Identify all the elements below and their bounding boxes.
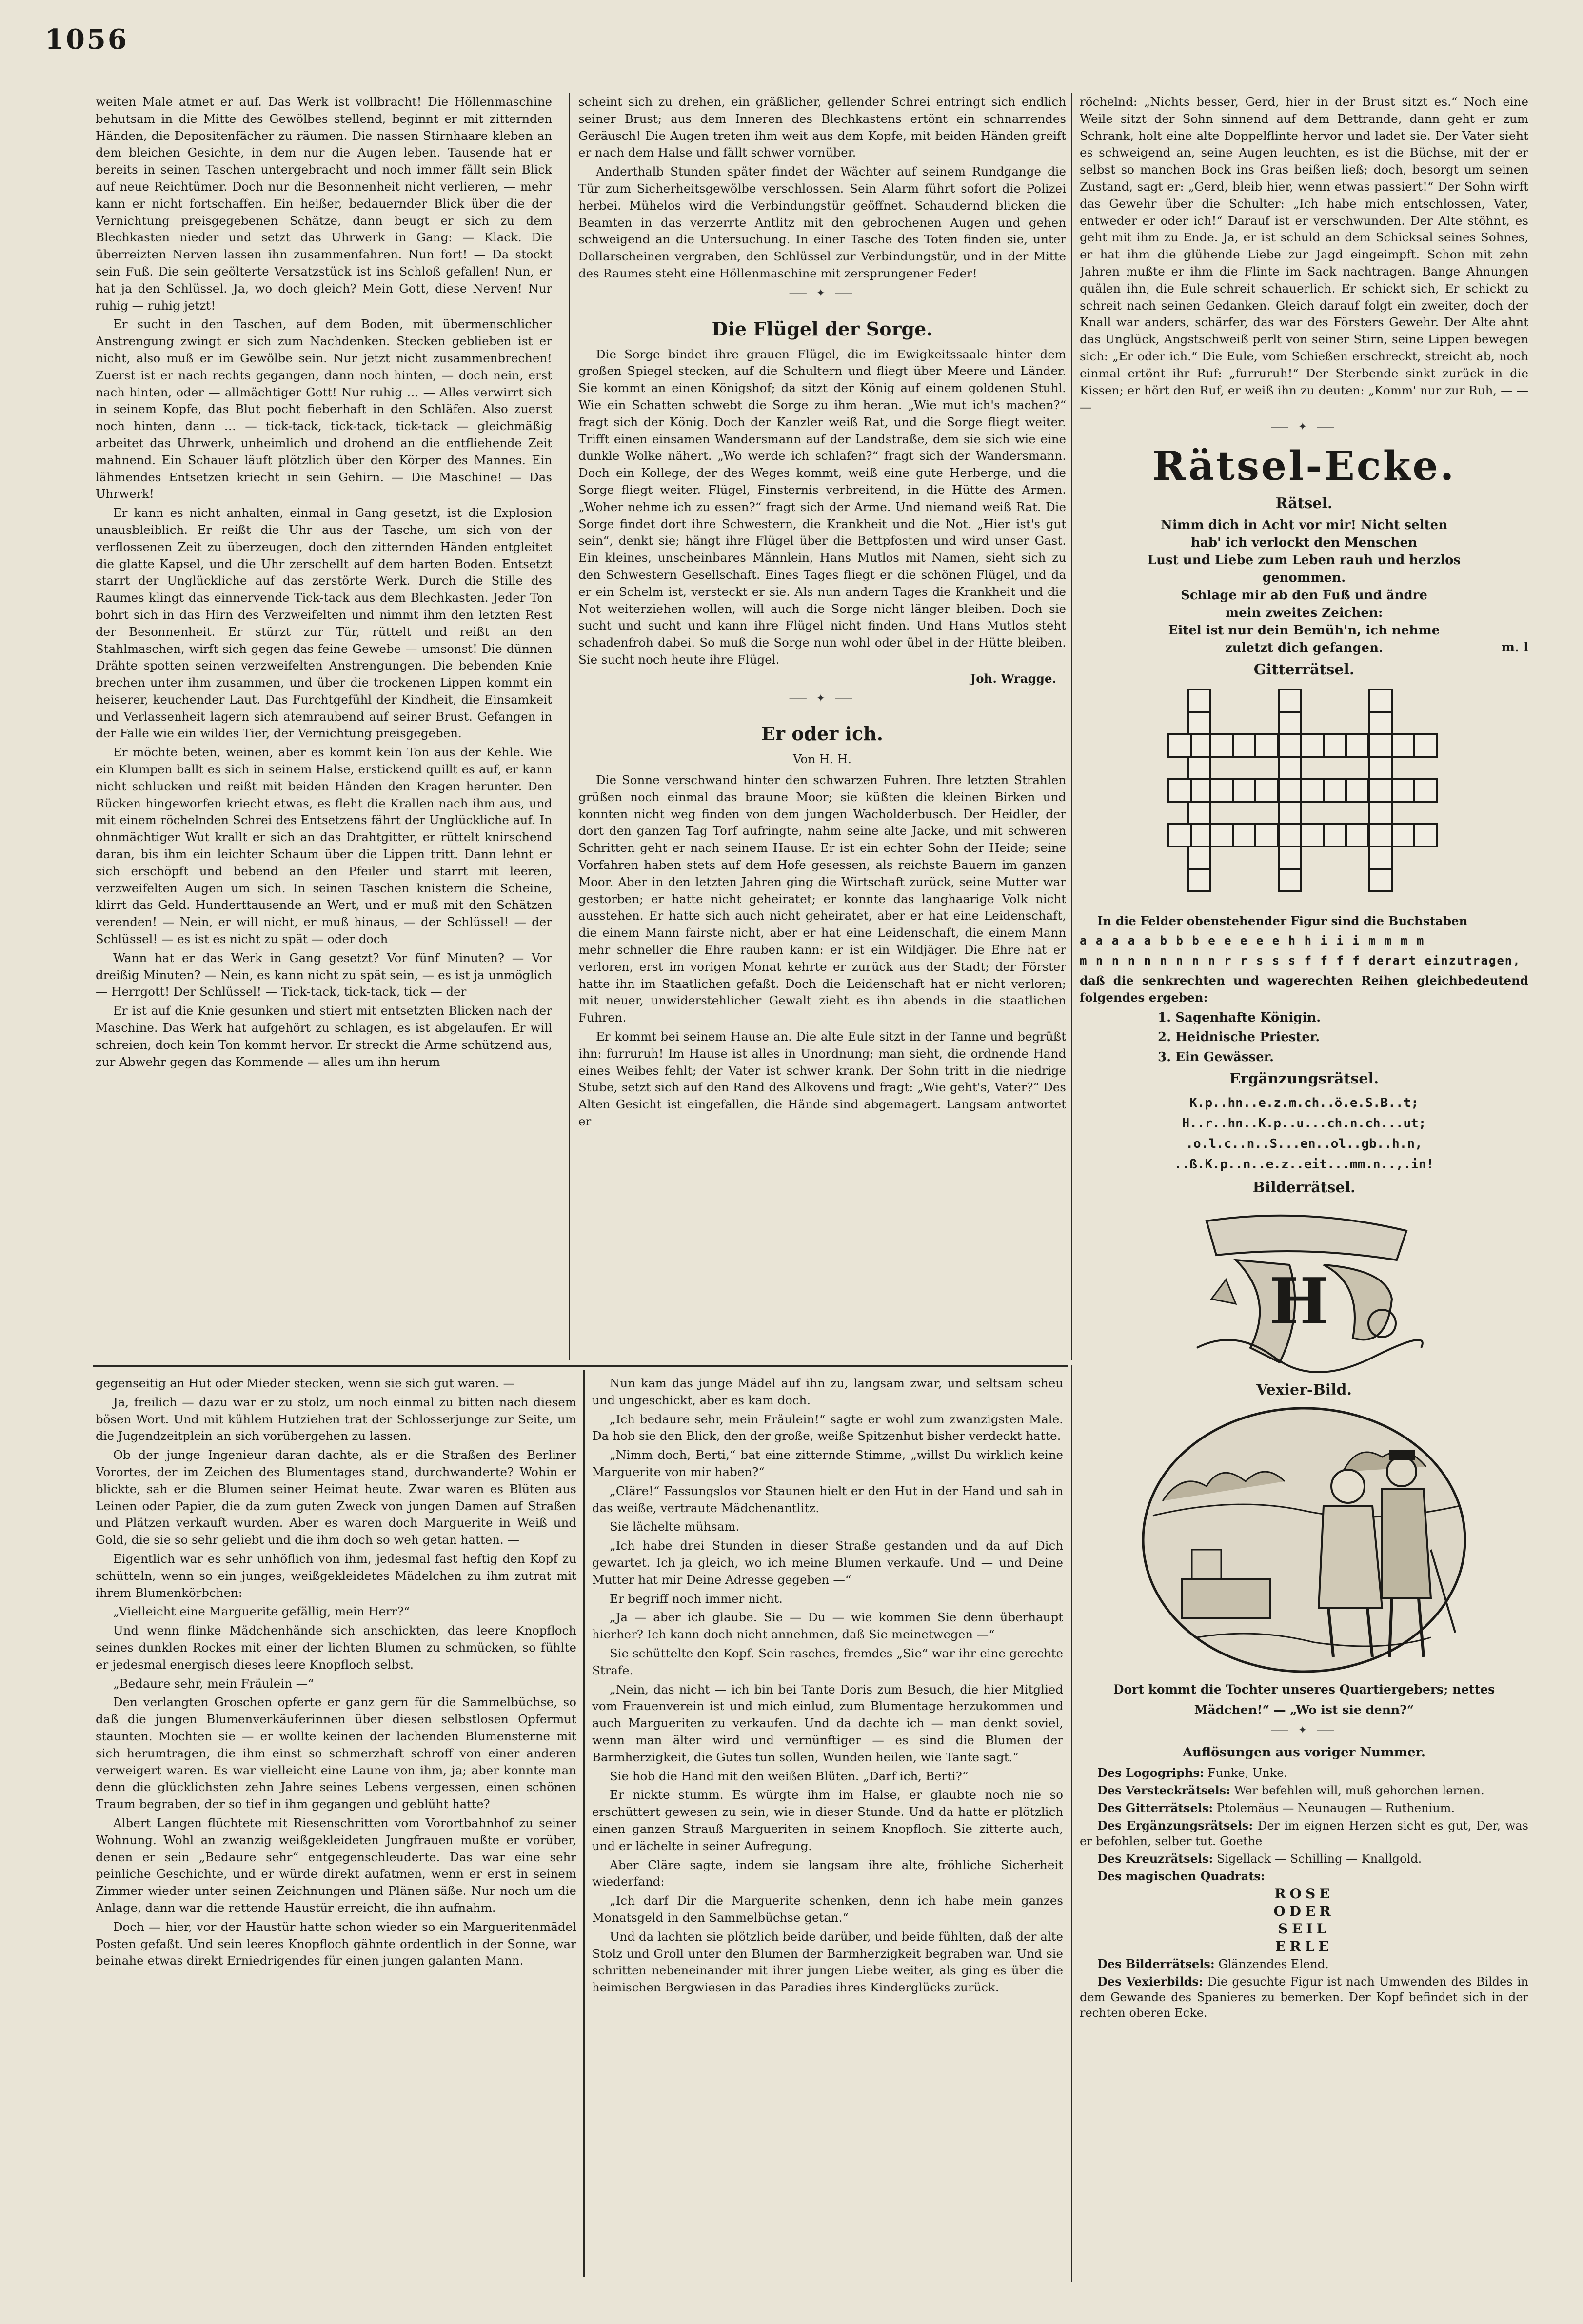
story4-paragraph: Sie lächelte mühsam. bbox=[610, 1519, 740, 1534]
story-er-paragraph: Er kommt bei seinem Hause an. Die alte Eule sitzt in der Tanne und begrüßt ihn: furruruh! Im Hause ist alles in Unordnung; man sieht, die ordnende Hand eines Weibes fehlt; der Vater ist schwer krank. Der Sohn tritt in die niedrige Stube, setzt sich auf den Rand des Alkovens und fragt: „Wie geht's, Vater?“ Des Alten Gesicht ist eingefallen, die Hände sind abgemagert. Langsam antwortet er bbox=[578, 1029, 1066, 1129]
grid-riddle-intro: In die Felder obenstehender Figur sind die Buchstaben bbox=[1097, 913, 1468, 928]
story-title-er-oder-ich: Er oder ich. bbox=[761, 723, 883, 745]
column-1 bbox=[96, 94, 552, 1355]
story4-right-column bbox=[592, 1375, 1063, 2282]
story4-paragraph: Sie schüttelte den Kopf. Sein rasches, fremdes „Sie“ war ihr eine gerechte Strafe. bbox=[592, 1646, 1063, 1677]
picture-riddle-illustration bbox=[1177, 1201, 1431, 1377]
story-byline: Von H. H. bbox=[793, 752, 851, 767]
story4-paragraph: „Nimm doch, Berti,“ bat eine zitternde Stimme, „willst Du wirklich keine Marguerite von mir haben?“ bbox=[592, 1448, 1063, 1479]
grid-riddle-letters: m n n n n n n n n r r s s s f f f f derart einzutragen, bbox=[1080, 954, 1521, 968]
story4-paragraph: Albert Langen flüchtete mit Riesenschritten vom Vorortbahnhof zu seiner Wohnung. Wohl an zwanzig weißgekleideten Jungfrauen mußte er vorüber, denen er sein „Bedaure sehr“ entgegenschleuderte. Das war eine sehr peinliche Geschichte, und er würde direkt aufatmen, wenn er erst in seinem Zimmer wieder unter seinen Zeichnungen und Plänen säße. Nur noch um die Anlage, dann war die rettende Haustür erreicht, die ihn aufnahm. bbox=[96, 1815, 576, 1915]
story-title-fluegel: Die Flügel der Sorge. bbox=[712, 317, 933, 340]
completion-riddle-line: .o.l.c..n..S...en..ol..gb..h.n, bbox=[1186, 1136, 1423, 1151]
solution-entry: Des Kreuzrätsels: Sigellack — Schilling — Knallgold. bbox=[1097, 1851, 1422, 1866]
riddle-line: zuletzt dich gefangen. bbox=[1225, 640, 1384, 655]
riddle-line: Nimm dich in Acht vor mir! Nicht selten bbox=[1160, 517, 1448, 532]
riddle-line: Lust und Liebe zum Leben rauh und herzlos bbox=[1147, 552, 1461, 568]
story4-paragraph: Eigentlich war es sehr unhöflich von ihm, jedesmal fast heftig den Kopf zu schütteln, wenn so ein junges, weißgekleidetes Mädelchen zu ihm zutrat mit ihrem Blumenkörbchen: bbox=[96, 1551, 576, 1600]
separator-ornament: ⸺ ✦ ⸺ bbox=[1270, 1724, 1338, 1737]
story4-paragraph: Ob der junge Ingenieur daran dachte, als er die Straßen des Berliner Vorortes, der im Zeichen des Blumentages stand, durchwanderte? Wohin er blickte, sah er die Blumen seiner Heimat heute. Zwar waren es Blüten aus Leinen oder Papier, die da zum guten Zweck von jungen Damen auf Straßen und Plätzen verkauft wurden. Aber es waren doch Marguerite in Weiß und Gold, die sie so sehr geliebt und die ihm doch so weh getan hatten. — bbox=[96, 1448, 576, 1547]
story4-paragraph: Und wenn flinke Mädchenhände sich anschickten, das leere Knopfloch seines dunklen Rockes mit einer der lichten Blumen zu schmücken, so fühlte er jedesmal energisch dieses leere Knopfloch selbst. bbox=[96, 1623, 576, 1672]
story4-paragraph: Doch — hier, vor der Haustür hatte schon wieder so ein Margueritenmädel Posten gefaßt. Und sein leeres Knopfloch gähnte ordentlich in der Sonne, war beinahe etwas direkt Erniedrigendes für einen jungen galanten Mann. bbox=[96, 1919, 576, 1968]
col3-paragraph: röchelnd: „Nichts besser, Gerd, hier in der Brust sitzt es.“ Noch eine Weile sitzt der Sohn sinnend auf dem Bettrande, dann geht er zum Schrank, holt eine alte Doppelflinte hervor und ladet sie. Der Vater sieht es schweigend an, seine Augen leuchten, es ist die Büchse, mit der er selbst so manchen Bock ins Gras beißen ließ; doch, besorgt um seinen Zustand, sagt er: „Gerd, bleib hier, wenn etwas passiert!“ Der Sohn wirft das Gewehr über die Schulter: „Ich habe mich entschlossen, Vater, entweder er oder ich!“ Darauf ist er verschwunden. Der Alte stöhnt, es geht mit ihm zu Ende. Ja, er ist schuld an dem Schicksal seines Sohnes, er hat ihm die glühende Liebe zur Jagd eingeimpft. Schon mit zehn Jahren mußte er ihm die Flinte im Sack nachtragen. Bange Ahnungen quälen ihn, die Eule schreit schauerlich. Er schickt sich, Er schickt zu schreit nach seinen Gedanken. Gleich darauf folgt ein zweiter, doch der Knall war anders, schärfer, das war des Försters Gewehr. Der Alte ahnt das Unglück, Angstschweiß perlt von seiner Stirn, seine Lippen bewegen sich: „Er oder ich.“ Die Eule, vom Schießen erschreckt, streicht ab, noch einmal ertönt ihr Ruf: „furruruh!“ Der Sterbende sinkt zurück in die Kissen; er hört den Ruf, er weiß ihn zu deuten: „Komm' nur zur Ruh, — — — bbox=[1080, 95, 1528, 414]
grid-riddle-title: Gitterrätsel. bbox=[1253, 661, 1355, 678]
col1-paragraph: weiten Male atmet er auf. Das Werk ist vollbracht! Die Höllenmaschine behutsam in die Mitte des Gewölbes stellend, beginnt er mit zitternden Händen, die Depositenfächer zu räumen. Die nassen Stirnhaare kleben an dem bleichen Gesichte, in dem nur die Augen leben. Tausende hat er bereits in seinen Taschen untergebracht und noch immer fällt sein Blick auf neue Reichtümer. Doch nur die Besonnenheit nicht verlieren, — mehr kann er nicht fortschaffen. Ein heißer, bedauernder Blick über die der Vernichtung preisgegebenen Schätze, dann beugt er sich zu dem Blechkasten nieder und setzt das Uhrwerk in Gang: — Klack. Die überreizten Nerven lassen ihn zusammenfahren. Nun fort! — Da stockt sein Fuß. Die sein geölterte Versatzstück ist ins Schloß gefallen! Nun, er hat ja den Schlüssel. Ja, wo doch gleich? Mein Gott, diese Nerven! Nur ruhig — ruhig jetzt! bbox=[96, 95, 552, 313]
col2-paragraph: Anderthalb Stunden später findet der Wächter auf seinem Rundgange die Tür zum Sicherheitsgewölbe verschlossen. Sein Alarm führt sofort die Polizei herbei. Mühelos wird die Verbindungstür geöffnet. Schaudernd blicken die Beamten in das verzerrte Antlitz mit den gebrochenen Augen und gehen schweigend an die Untersuchung. In einer Tasche des Toten finden sie, unter Dollarscheinen vergraben, den Schlüssel zur Verbindungstür, und in der Mitte des Raumes steht eine Höllenmaschine mit zersprungener Feder! bbox=[578, 164, 1066, 280]
col2-paragraph: scheint sich zu drehen, ein gräßlicher, gellender Schrei entringt sich endlich seiner Brust; aus dem Inneren des Blechkastens ertönt ein schnarrendes Geräusch! Die Augen treten ihm weit aus dem Kopfe, mit beiden Händen greift er nach dem Halse und fällt schwer vornüber. bbox=[578, 95, 1066, 160]
grid-riddle-letters: a a a a a b b b e e e e e h h i i i m m m m bbox=[1080, 934, 1425, 948]
story4-paragraph: Ja, freilich — dazu war er zu stolz, um noch einmal zu bitten nach diesem bösen Wort. Und mit kühlem Hutziehen trat der Schlosserjunge zur Seite, um die Jugendzeitplein an sich vorübergehen zu lassen. bbox=[96, 1395, 576, 1443]
story4-paragraph: gegenseitig an Hut oder Mieder stecken, wenn sie sich gut waren. — bbox=[96, 1376, 515, 1390]
riddle-author-mark: m. l bbox=[1501, 640, 1528, 655]
story-er-paragraph: Die Sonne verschwand hinter den schwarzen Fuhren. Ihre letzten Strahlen grüßen noch einmal das braune Moor; sie küßten die kleinen Birken und konnten nicht weg finden von dem jungen Wacholderbusch. Der Heidler, der dort den ganzen Tag Torf aufringte, nahm seine alte Jacke, und mit schweren Schritten geht er nach seinem Hause. Er ist ein echter Sohn der Heide; seine Vorfahren haben stets auf dem Hofe gesessen, als reichste Bauern im ganzen Moor. Aber in den letzten Jahren ging die Wirtschaft zurück, seine Mutter war gestorben; er hatte nicht geheiratet; er konnte das langhaarige Volk nicht ausstehen. Er hatte sich auch nicht geheiratet, aber er hat eine Leidenschaft, die einem Mann fairste nicht, aber er hat eine Leidenschaft, die einem Mann mehr schneller die Ehre rauben kann: er ist ein Wildjäger. Die Ehre hat er verloren, erst im vorigen Monat kehrte er zurück aus der Stadt; der Förster hatte ihn im Staatlichen gefaßt. Doch die Leidenschaft hat er nicht verloren; mit neuer, unwiderstehlicher Gewalt zieht es ihn abends in die staatlichen Fuhren. bbox=[578, 773, 1066, 1025]
riddle-section-title: Rätsel-Ecke. bbox=[1152, 442, 1456, 490]
story-fluegel-paragraph: Die Sorge bindet ihre grauen Flügel, die im Ewigkeitssaale hinter dem großen Spiegel stecken, auf die Schultern und fliegt über Meere und Länder. Sie kommt an einen Königshof; da sitzt der König auf einem goldenen Stuhl. Wie ein Schatten schwebt die Sorge zu ihm heran. „Wie mut ich's machen?“ fragt sich der König. Doch der Kanzler weiß Rat, und die Sorge fliegt weiter. Trifft einen einsamen Wandersmann auf der Landstraße, dem sie sich wie eine dunkle Wolke nähert. „Wo werde ich schlafen?“ fragt sich der Wandersmann. Doch ein Kollege, der des Weges kommt, weiß eine gute Herberge, und die Sorge fliegt weiter. Flügel, Finsternis verbreitend, in die Hütte des Armen. „Woher nehme ich zu essen?“ fragt sich der Arme. Und niemand weiß Rat. Die Sorge findet dort ihre Schwestern, die Krankheit und die Not. „Hier ist's gut sein“, denkt sie; hängt ihre Flügel über die Bettpfosten und wird unser Gast. Ein kleines, unscheinbares Männlein, Hans Mutlos mit Namen, sieht sich zu den Schwestern Gesellschaft. Eines Tages fliegt er die schönen Flügel, und da er ein Schelm ist, versteckt er sie. Als nun andern Tages die Krankheit und die Not weiterziehen wollen, will auch die Sorge nicht länger bleiben. Doch sie sucht und sucht und kann ihre Flügel nicht finden. Und Hans Mutlos steht schadenfroh dabei. So muß die Sorge nun wohl oder übel in der Hütte bleiben. Sie sucht noch heute ihre Flügel. bbox=[578, 347, 1066, 667]
column-2 bbox=[578, 94, 1066, 1355]
grid-riddle-figure bbox=[1167, 689, 1441, 908]
completion-riddle-line: ..ß.K.p..n..e.z..eit...mm.n..,.in! bbox=[1174, 1157, 1434, 1172]
solutions-title: Auflösungen aus voriger Nummer. bbox=[1183, 1745, 1425, 1760]
story4-paragraph: Er begriff noch immer nicht. bbox=[610, 1591, 783, 1606]
story4-paragraph: Nun kam das junge Mädel auf ihn zu, langsam zwar, und seltsam scheu und ungeschickt, aber es kam doch. bbox=[592, 1376, 1063, 1407]
column-divider bbox=[1071, 93, 1072, 1360]
solution-entry: Des Bilderrätsels: Glänzendes Elend. bbox=[1097, 1956, 1329, 1971]
story-fluegel-author: Joh. Wragge. bbox=[970, 671, 1056, 686]
solution-entry: Des Logogriphs: Funke, Unke. bbox=[1097, 1765, 1288, 1780]
grid-riddle-text: daß die senkrechten und wagerechten Reihen gleichbedeutend folgendes ergeben: bbox=[1080, 973, 1528, 1004]
riddle-line: Schlage mir ab den Fuß und ändre bbox=[1181, 588, 1427, 603]
story4-paragraph: Und da lachten sie plötzlich beide darüber, und beide fühlten, daß der alte Stolz und Groll unter den Blumen der Barmherzigkeit begraben war. Und sie schritten nebeneinander mit ihrer jungen Liebe weiter, als ging es über die heimischen Bergwiesen in das Paradies ihres Kinderglücks zurück. bbox=[592, 1929, 1063, 1995]
riddle-line: genommen. bbox=[1262, 570, 1346, 585]
magic-square-row: ROSE bbox=[1274, 1885, 1334, 1902]
solution-entry: Des magischen Quadrats: bbox=[1097, 1869, 1265, 1883]
col1-paragraph: Er möchte beten, weinen, aber es kommt kein Ton aus der Kehle. Wie ein Klumpen ballt es sich in seinem Halse, erstickend quillt es auf, er kann nicht schlucken und reißt mit beiden Händen den Kragen herunter. Den Rücken hingeworfen kriecht etwas, es fleht die Krallen nach ihm aus, und mit einem röchelnden Schrei des Entsetzens fährt der Unglückliche auf. In ohnmächtiger Wut krallt er sich an das Drahtgitter, er rüttelt knirschend daran, bis ihm ein leichter Schaum über die Lippen tritt. Dann lehnt er sich erschöpft und bebend an den Pfeiler und starrt mit leeren, verzweifelten Augen um sich. In seinen Taschen knistern die Scheine, klirrt das Geld. Hunderttausende an Wert, und er muß mit den Schätzen verenden! — Nein, er will nicht, er muß hinaus, — der Schlüssel! — der Schlüssel! — es ist es nicht zu spät — oder doch bbox=[96, 745, 552, 946]
riddle-line: Eitel ist nur dein Bemüh'n, ich nehme bbox=[1168, 623, 1440, 638]
story4-paragraph: Sie hob die Hand mit den weißen Blüten. „Darf ich, Berti?“ bbox=[610, 1769, 969, 1783]
riddle-title: Rätsel. bbox=[1275, 494, 1333, 512]
magic-square-row: ERLE bbox=[1275, 1938, 1333, 1954]
col1-paragraph: Er kann es nicht anhalten, einmal in Gang gesetzt, ist die Explosion unausbleiblich. Er reißt die Uhr aus der Tasche, um sich von der verflossenen Zeit zu überzeugen, doch den zitternden Händen entgleitet die glatte Kapsel, und die Uhr zerschellt auf dem harten Boden. Entsetzt starrt der Unglückliche auf das zerstörte Werk. Durch die Stille des Raumes klingt das einnervende Tick-tack aus dem Blechkasten. Jeder Ton bohrt sich in das Hirn des Verzweifelten und nimmt ihm den letzten Rest der Besonnenheit. Er stürzt zur Tür, rüttelt und reißt an den Stahlmaschen, wirft sich gegen das feine Gewebe — umsonst! Die dünnen Drähte spotten seinen verzweifelten Anstrengungen. Die bebenden Knie brechen unter ihm zusammen, und über die trockenen Lippen kommt ein heiserer, keuchender Laut. Das Furchtgefühl der Kindheit, die Einsamkeit und Verlassenheit lagern sich atemraubend auf seiner Brust. Gefangen in der Falle wie ein wildes Tier, der Vernichtung preisgegeben. bbox=[96, 506, 552, 741]
story4-paragraph: „Nein, das nicht — ich bin bei Tante Doris zum Besuch, die hier Mitglied vom Frauenverein ist und mich einlud, zum Blumentage herzukommen und auch Margueriten zu verkaufen. Und da dachte ich — man denkt soviel, wenn man älter wird und vernünftiger — es sind die Blumen der Barmherzigkeit, die Gutes tun sollen, Wunden heilen, wie Tante sagt.“ bbox=[592, 1682, 1063, 1764]
col1-paragraph: Wann hat er das Werk in Gang gesetzt? Vor fünf Minuten? — Vor dreißig Minuten? — Nein, es kann nicht zu spät sein, — es ist ja unmöglich — Herrgott! Der Schlüssel! — Tick-tack, tick-tack, tick — der bbox=[96, 950, 552, 999]
column-3 bbox=[1080, 94, 1528, 2268]
vexier-picture-illustration bbox=[1138, 1403, 1470, 1676]
story4-paragraph: „Ich darf Dir die Marguerite schenken, denn ich habe mein ganzes Monatsgeld in den Sammelbüchse getan.“ bbox=[592, 1893, 1063, 1925]
solution-entry: Des Vexierbilds: Die gesuchte Figur ist nach Umwenden des Bildes in dem Gewande des Spanieres zu bemerken. Der Kopf befindet sich in der rechten oberen Ecke. bbox=[1080, 1974, 1528, 2020]
riddle-line: mein zweites Zeichen: bbox=[1225, 605, 1383, 620]
completion-riddle-line: K.p..hn..e.z.m.ch..ö.e.S.B..t; bbox=[1189, 1095, 1419, 1110]
vexier-caption: Mädchen!“ — „Wo ist sie denn?“ bbox=[1194, 1703, 1414, 1717]
col1-paragraph: Er ist auf die Knie gesunken und stiert mit entsetzten Blicken nach der Maschine. Das Werk hat aufgehört zu schlagen, es ist abgelaufen. Er will schreien, doch kein Ton kommt hervor. Er streckt die Arme schützend aus, zur Abwehr gegen das Kommende — alles um ihn herum bbox=[96, 1004, 552, 1069]
story4-paragraph: „Cläre!“ Fassungslos vor Staunen hielt er den Hut in der Hand und sah in das weiße, vertraute Mädchenantlitz. bbox=[592, 1483, 1063, 1515]
separator-ornament: ⸺ ✦ ⸺ bbox=[1270, 421, 1338, 433]
column-divider bbox=[1071, 1365, 1072, 2282]
riddle-line: hab' ich verlockt den Menschen bbox=[1191, 535, 1417, 550]
section-divider bbox=[93, 1365, 1068, 1367]
story4-left-column bbox=[96, 1375, 576, 2282]
completion-riddle-title: Ergänzungsrätsel. bbox=[1229, 1070, 1379, 1087]
vexier-riddle-title: Vexier-Bild. bbox=[1256, 1381, 1352, 1398]
story4-paragraph: Den verlangten Groschen opferte er ganz gern für die Sammelbüchse, so daß die jungen Blumenverkäuferinnen über diesen selbstlosen Opfermut staunten. Mochten sie — er wollte keinen der lachenden Blumensterne mit sich herumtragen, die ihm einst so schmerzhaft schroff von einer anderen verweigert waren. Es war vielleicht eine Laune von ihm, ja; aber konnte man denn die glücklichsten zehn Jahre seines Lebens vergessen, einen schönen Traum begraben, der so tief in ihm gegangen und geblüht hatte? bbox=[96, 1695, 576, 1812]
story4-paragraph: „Bedaure sehr, mein Fräulein —“ bbox=[113, 1676, 314, 1691]
separator-ornament: ⸺ ✦ ⸺ bbox=[789, 287, 856, 299]
story4-paragraph: „Ja — aber ich glaube. Sie — Du — wie kommen Sie denn überhaupt hierher? Ich kann doch nicht annehmen, daß Sie meinetwegen —“ bbox=[592, 1610, 1063, 1642]
grid-riddle-item: 1. Sagenhafte Königin. bbox=[1158, 1010, 1321, 1025]
story4-paragraph: „Vielleicht eine Marguerite gefällig, mein Herr?“ bbox=[113, 1604, 410, 1619]
magic-square-row: SEIL bbox=[1278, 1920, 1330, 1937]
solution-entry: Des Versteckrätsels: Wer befehlen will, muß gehorchen lernen. bbox=[1097, 1783, 1484, 1797]
solution-entry: Des Ergänzungsrätsels: Der im eignen Herzen sicht es gut, Der, was er befohlen, selber tut. Goethe bbox=[1080, 1818, 1528, 1848]
magic-square-row: ODER bbox=[1273, 1903, 1335, 1919]
page-number: 1056 bbox=[45, 23, 129, 56]
story4-paragraph: Er nickte stumm. Es würgte ihm im Halse, er glaubte noch nie so erschüttert gewesen zu sein, wie in dieser Stunde. Und da hatte er plötzlich einen ganzen Strauß Margueriten in seinem Knopfloch. Sie zitterte auch, und er lächelte in seiner Aufregung. bbox=[592, 1788, 1063, 1853]
picture-riddle-title: Bilderrätsel. bbox=[1252, 1179, 1356, 1196]
solution-entry: Des Gitterrätsels: Ptolemäus — Neunaugen — Ruthenium. bbox=[1097, 1800, 1455, 1815]
grid-riddle-item: 2. Heidnische Priester. bbox=[1158, 1030, 1320, 1045]
svg-text:H: H bbox=[1269, 1263, 1329, 1339]
story4-paragraph: Aber Cläre sagte, indem sie langsam ihre alte, fröhliche Sicherheit wiederfand: bbox=[592, 1857, 1063, 1889]
story4-paragraph: „Ich habe drei Stunden in dieser Straße gestanden und da auf Dich gewartet. Ich ja gleich, wo ich meine Blumen verkaufe. Und — und Deine Mutter hat mir Deine Adresse gegeben —“ bbox=[592, 1538, 1063, 1587]
column-divider bbox=[569, 93, 570, 1360]
separator-ornament: ⸺ ✦ ⸺ bbox=[789, 692, 856, 705]
completion-riddle-line: H..r..hn..K.p..u...ch.n.ch...ut; bbox=[1182, 1116, 1426, 1131]
col1-paragraph: Er sucht in den Taschen, auf dem Boden, mit übermenschlicher Anstrengung zwingt er sich zum Nachdenken. Stecken geblieben ist er nicht, also muß er im Gewölbe sein. Nur jetzt nicht zusammenbrechen! Zuerst ist er nach rechts gegangen, dann noch hinten, — doch nein, erst nach hinten, oder — allmächtiger Gott! Nur ruhig … — Alles verwirrt sich in seinem Kopfe, das Blut pocht fieberhaft in den Schläfen. Also zuerst noch hinten, dann … — tick-tack, tick-tack, tick-tack — gleichmäßig arbeitet das Uhrwerk, unheimlich und drohend an die entfliehende Zeit mahnend. Ein Schauer läuft plötzlich über den Körper des Mannes. Ein lähmendes Entsetzen kriecht in sein Gehirn. — Die Maschine! — Das Uhrwerk! bbox=[96, 317, 552, 501]
vexier-caption: Dort kommt die Tochter unseres Quartiergebers; nettes bbox=[1113, 1682, 1495, 1697]
story4-paragraph: „Ich bedaure sehr, mein Fräulein!“ sagte er wohl zum zwanzigsten Male. Da hob sie den Blick, den der große, weiße Spitzenhut bisher verdeckt hatte. bbox=[592, 1412, 1063, 1443]
grid-riddle-item: 3. Ein Gewässer. bbox=[1158, 1050, 1274, 1065]
column-divider bbox=[583, 1370, 585, 2277]
